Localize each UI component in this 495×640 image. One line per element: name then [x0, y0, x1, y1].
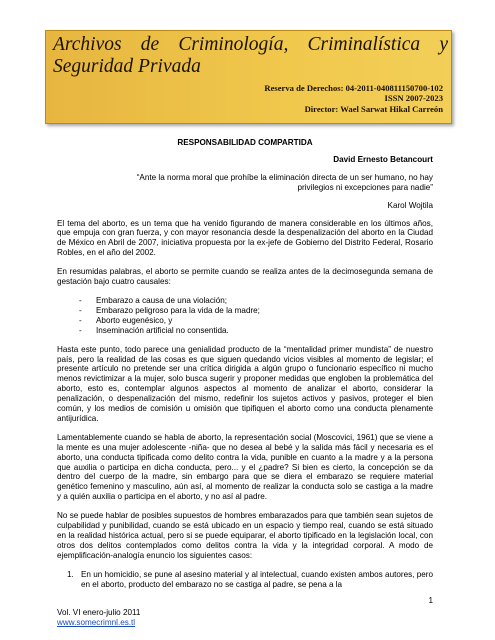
paragraph: No se puede hablar de posibles supuestos de hombres embarazados para que también sean sujetos de culpabilidad y punibilidad, cuando se está ubicado en un espacio y tiempo real, cuando se está situado en la realidad histórica actual, pero si se puede equiparar, el aborto tipificado en la legislación local, con otros dos delitos contemplados como delitos contra la vida y la integridad corporal. A modo de ejemplificación-analogía enuncio los siguientes casos:: [57, 511, 433, 560]
epigraph: “Ante la norma moral que prohíbe la eliminación directa de un ser humano, no hay privilegios ni excepciones para nadie”: [136, 172, 433, 192]
journal-info: [264, 83, 443, 114]
causales-list: [57, 296, 433, 336]
journal-title: Archivos de Criminología, Criminalística y Seguridad Privada: [53, 34, 448, 77]
epigraph-author: Karol Wojtila: [387, 200, 433, 210]
article-body: [57, 138, 433, 590]
article-author: David Ernesto Betancourt: [333, 154, 433, 164]
page-footer: [57, 608, 140, 628]
list-item: - Inseminación artificial no consentida.: [79, 326, 433, 336]
director: Director: Wael Sarwat Hikal Carreón: [304, 103, 443, 114]
list-number: 1.: [67, 569, 74, 579]
list-item: - Embarazo a causa de una violación;: [79, 296, 433, 306]
reserva-derechos: Reserva de Derechos: 04-2011-040811150700-102: [264, 83, 443, 93]
paragraph: Lamentablemente cuando se habla de aborto, la representación social (Moscovici, 1961) que se viene a la mente es una mujer adolescente -niña- que no desea al bebé y la salida más fácil y necesaria es el aborto, una conducta tipificada como delito contra la vida, punible en cuanto a la madre y a la persona que auxilia o participa en dicha conducta, pero... y el ¿padre? Si bien es cierto, la concepción se da dentro del cuerpo de la madre, sin embargo para que se diera el embarazo se requiere material genético femenino y masculino, aún así, al momento de realizar la conducta solo se castiga a la madre y a quién auxilia o participa en el aborto, y no así al padre.: [57, 432, 433, 502]
website-link[interactable]: www.somecrimnl.es.tl: [57, 618, 136, 627]
list-item: [67, 570, 433, 590]
cases-list: [57, 570, 433, 590]
paragraph: En resumidas palabras, el aborto se permite cuando se realiza antes de la decimosegunda semana de gestación bajo cuatro causales:: [57, 267, 433, 287]
page-number: 1: [428, 596, 433, 605]
article-title: RESPONSABILIDAD COMPARTIDA: [177, 138, 313, 147]
list-item: - Aborto eugenésico, y: [79, 316, 433, 326]
journal-header-banner: [45, 30, 452, 124]
volume-info: Vol. VI enero-julio 2011: [57, 608, 141, 617]
list-item: - Embarazo peligroso para la vida de la madre;: [79, 306, 433, 316]
paragraph: El tema del aborto, es un tema que ha venido figurando de manera considerable en los últimos años, que empuja con gran fuerza, y con mayor resonancia desde la despenalización del aborto en la Ciudad de México en Abril de 2007, iniciativa propuesta por la ex-jefe de Gobierno del Distrito Federal, Rosario Robles, en el año del 2002.: [57, 218, 433, 258]
paragraph: Hasta este punto, todo parece una genialidad producto de la “mentalidad primer mundista” de nuestro país, pero la realidad de las cosas es que siguen quedando vicios visibles al momento de legislar; el presente artículo no pretende ser una crítica dirigida a algún grupo o funcionario específico ni mucho menos revictimizar a la mujer, solo busca sugerir y proponer medidas que engloben la problemática del aborto, esto es, contemplar algunos aspectos al momento de analizar el aborto, considerar la penalización, o despenalización del mismo, redefinir los sujetos activos y pasivos, proteger el bien común, y los medios de comisión u omisión que tipifiquen el aborto como una conducta plenamente antijurídica.: [57, 344, 433, 423]
list-item-text: En un homicidio, se pune al asesino material y al intelectual, cuando existen ambos autores, pero en el aborto, producto del embarazo no se castiga al padre, se pena a la: [81, 569, 433, 589]
issn: ISSN 2007-2023: [384, 93, 443, 104]
